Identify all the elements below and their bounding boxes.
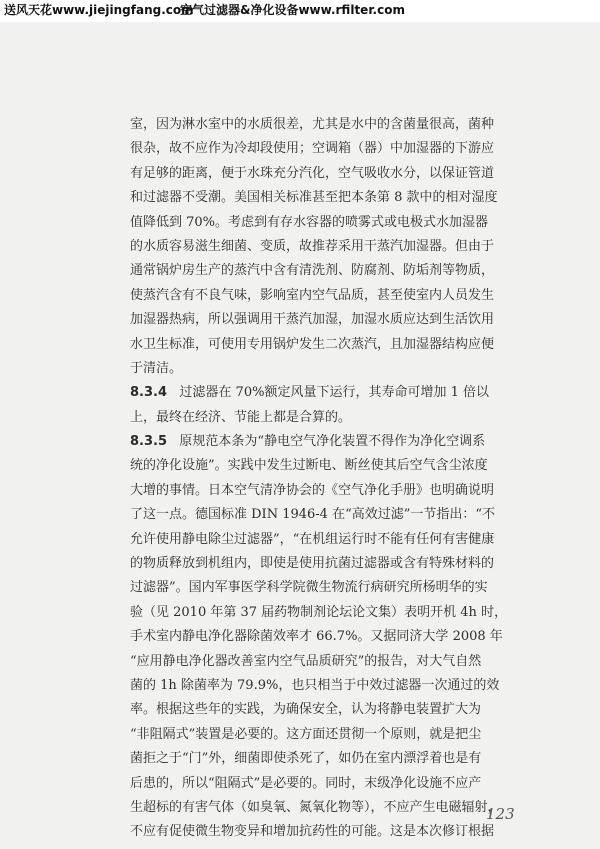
text-line: 不应有促使微生物变异和增加抗药性的可能。这是本次修订根据 [130, 824, 495, 840]
page-number: 123 [486, 805, 515, 823]
text-line: 大增的事情。日本空气清净协会的《空气净化手册》也明确说明 [130, 482, 495, 498]
section-8-3-5-line [130, 430, 520, 454]
text-line: 允许使用静电除尘过滤器”，“在机组运行时不能有任何有害健康 [130, 531, 495, 547]
text-line: 很杂，故不应作为冷却段使用；空调箱（器）中加湿器的下游应 [130, 141, 495, 157]
section-8-3-4-line [130, 381, 520, 405]
header-left-text[interactable]: 送风天花www.jiejingfang.com [4, 3, 194, 17]
text-line: 生超标的有害气体（如臭氧、氮氧化物等），不应产生电磁辐射， [130, 799, 501, 815]
text-line: 验（见 2010 年第 37 届药物制剂论坛论文集）表明开机 4h 时， [130, 604, 508, 620]
text-line: “应用静电净化器改善室内空气品质研究”的报告，对大气自然 [130, 653, 482, 669]
text-line: 值降低到 70%。考虑到有存水容器的喷雾式或电极式水加湿器 [130, 214, 489, 230]
text-line: 过滤器”。国内军事医学科学院微生物流行病研究所杨明华的实 [130, 580, 488, 596]
header-right-text[interactable]: 空气过滤器&净化设备www.rfilter.com [180, 3, 405, 17]
text-line: 通常锅炉房生产的蒸汽中含有清洗剂、防腐剂、防垢剂等物质， [130, 263, 495, 279]
watermark-header [0, 0, 600, 24]
text-line: 率。根据这些年的实践，为确保安全，认为将静电装置扩大为 [130, 702, 482, 718]
text-line: 手术室内静电净化器除菌效率才 66.7%。又据同济大学 2008 年 [130, 629, 503, 645]
page-body [130, 113, 520, 845]
text-line: 上，最终在经济、节能上都是合算的。 [130, 409, 352, 425]
text-line: 于清洁。 [130, 360, 183, 376]
text-line: 有足够的距离，便于水珠充分汽化，空气吸收水分，以保证管道 [130, 165, 495, 181]
section-text: 过滤器在 70%额定风量下运行，其寿命可增加 1 倍以 [179, 385, 489, 401]
text-line: 菌拒之于“门”外，细菌即使杀死了，如仍在室内漂浮着也是有 [130, 751, 482, 767]
text-line: 使蒸汽含有不良气味，影响室内空气品质，甚至使室内人员发生 [130, 287, 495, 303]
text-line: 和过滤器不受潮。美国相关标准甚至把本条第 8 款中的相对湿度 [130, 190, 498, 206]
text-line: “非阻隔式”装置是必要的。这方面还贯彻一个原则，就是把尘 [130, 726, 482, 742]
text-line: 室，因为淋水室中的水质很差，尤其是水中的含菌量很高，菌种 [130, 117, 495, 132]
text-line: 了这一点。德国标准 DIN 1946-4 在“高效过滤”一节指出：“不 [130, 507, 496, 523]
text-line: 的水质容易滋生细菌、变质，故推荐采用干蒸汽加湿器。但由于 [130, 238, 495, 254]
text-line: 的物质释放到机组内，即使是使用抗菌过滤器或含有特殊材料的 [130, 556, 495, 572]
section-number: 8.3.5 [130, 434, 168, 450]
text-line: 加湿器热病，所以强调用干蒸汽加湿，加湿水质应达到生活饮用 [130, 312, 495, 328]
text-line: 水卫生标准，可使用专用锅炉发生二次蒸汽，且加湿器结构应便 [130, 336, 495, 352]
text-line: 后患的，所以“阻隔式”是必要的。同时，末级净化设施不应产 [130, 775, 482, 791]
text-line: 菌的 1h 除菌率为 79.9%，也只相当于中效过滤器一次通过的效 [130, 677, 500, 693]
text-line: 统的净化设施”。实践中发生过断电、断丝使其后空气含尘浓度 [130, 458, 488, 474]
section-number: 8.3.4 [130, 385, 168, 401]
section-text: 原规范本条为“静电空气净化装置不得作为净化空调系 [179, 434, 486, 450]
